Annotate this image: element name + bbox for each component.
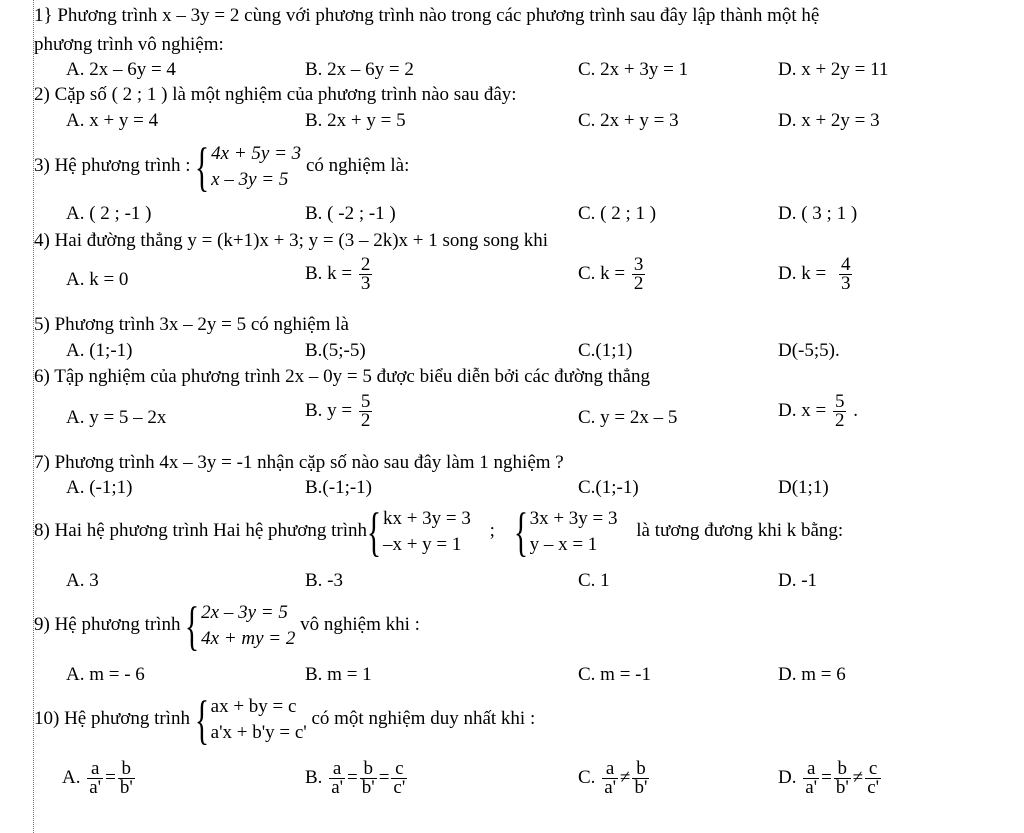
q9-eq1: 2x – 3y = 5 [201, 601, 288, 623]
fraction-num: 5 [360, 391, 371, 412]
q9-system [185, 595, 296, 656]
fraction-den: b' [835, 777, 849, 798]
q10-option-c-label: C. [578, 766, 596, 788]
fraction-num: a [806, 758, 816, 779]
q8-s2-eq2: y – x = 1 [529, 533, 598, 555]
q8-s1-eq1: kx + 3y = 3 [382, 507, 471, 529]
q2-option-b: B. 2x + y = 5 [305, 110, 406, 131]
fraction [359, 256, 373, 293]
q6-option-c: C. y = 2x – 5 [578, 407, 678, 428]
q3-eq2: x – 3y = 5 [211, 168, 289, 190]
q10-system [194, 689, 307, 750]
q1-line2: phương trình vô nghiệm: [34, 34, 224, 55]
q2-line1: 2) Cặp số ( 2 ; 1 ) là một nghiệm của phương trình nào sau đây: [34, 84, 517, 105]
fraction-den: b' [361, 777, 375, 798]
fraction-den: 3 [360, 273, 371, 294]
q5-option-a: A. (1;-1) [66, 340, 133, 361]
q7-line1: 7) Phương trình 4x – 3y = -1 nhận cặp số nào sau đây làm 1 nghiệm ? [34, 452, 564, 473]
q1-option-a: A. 2x – 6y = 4 [66, 59, 176, 80]
q2-option-c: C. 2x + y = 3 [578, 110, 679, 131]
fraction-den: a' [805, 777, 818, 798]
fraction [833, 393, 847, 430]
q10-option-b-label: B. [305, 766, 323, 788]
q10-option-b [305, 760, 409, 797]
q4-option-b-label: B. k = [305, 262, 353, 284]
fraction [632, 256, 646, 293]
fraction-num: a [332, 758, 342, 779]
q8-option-c: C. 1 [578, 570, 610, 591]
fraction-den: c' [393, 777, 406, 798]
q9-option-a: A. m = - 6 [66, 664, 145, 685]
q10-stem [34, 688, 535, 750]
brace-icon: { [185, 595, 200, 656]
fraction-den: a' [331, 777, 344, 798]
q10-suffix: có một nghiệm duy nhất khi : [311, 708, 536, 729]
fraction-num: c [868, 758, 878, 779]
fraction-den: 2 [633, 273, 644, 294]
equals-sign: = [105, 766, 116, 788]
fraction [839, 256, 853, 293]
q3-system [195, 136, 302, 197]
q10-option-c [578, 760, 651, 797]
fraction-num: b [363, 758, 373, 779]
q5-line1: 5) Phương trình 3x – 2y = 5 có nghiệm là [34, 314, 349, 335]
fraction [360, 760, 377, 797]
q9-prefix: 9) Hệ phương trình [34, 614, 181, 635]
q4-option-d-label: D. k = [778, 262, 827, 284]
q4-option-c-label: C. k = [578, 262, 626, 284]
q3-option-d: D. ( 3 ; 1 ) [778, 203, 858, 224]
fraction-num: b [121, 758, 132, 779]
q7-option-a: A. (-1;1) [66, 477, 133, 498]
q3-option-c: C. ( 2 ; 1 ) [578, 203, 657, 224]
q6-line1: 6) Tập nghiệm của phương trình 2x – 0y = 5 được biểu diễn bởi các đường thẳng [34, 366, 650, 387]
q8-prefix: 8) Hai hệ phương trình Hai hệ phương trình [34, 520, 368, 541]
q5-option-c: C.(1;1) [578, 340, 633, 361]
q4-option-b [305, 256, 374, 293]
q8-system-1 [366, 501, 471, 562]
q5-option-d: D(-5;5). [778, 340, 840, 361]
q3-eq1: 4x + 5y = 3 [211, 142, 302, 164]
fraction [632, 760, 649, 797]
q6-option-d-label: D. x = [778, 399, 827, 421]
q10-eq2: a'x + b'y = c' [210, 721, 307, 743]
q4-option-d [778, 256, 854, 293]
fraction [391, 760, 407, 797]
q2-option-d: D. x + 2y = 3 [778, 110, 880, 131]
q8-option-d: D. -1 [778, 570, 818, 591]
fraction [834, 760, 851, 797]
fraction-den: c' [867, 777, 880, 798]
q8-stem [34, 500, 843, 562]
fraction [329, 760, 345, 797]
q6-option-d-tail: . [853, 399, 858, 421]
q10-option-d-label: D. [778, 766, 797, 788]
equals-sign: = [378, 766, 390, 788]
q8-s2-eq1: 3x + 3y = 3 [529, 507, 618, 529]
fraction [865, 760, 881, 797]
fraction-den: b' [634, 777, 648, 798]
not-equal-sign: ≠ [620, 766, 631, 788]
q10-eq1: ax + by = c [210, 695, 297, 717]
q10-prefix: 10) Hệ phương trình [34, 708, 190, 729]
fraction-num: a [90, 758, 100, 779]
q3-stem [34, 136, 409, 196]
brace-icon: { [366, 501, 382, 562]
fraction-num: b [636, 758, 646, 779]
q8-s1-eq2: –x + y = 1 [382, 533, 462, 555]
q6-option-b-label: B. y = [305, 399, 353, 421]
brace-icon: { [513, 501, 528, 562]
q8-suffix: là tương đương khi k bằng: [636, 520, 844, 541]
q9-stem [34, 594, 420, 656]
fraction-den: a' [89, 777, 102, 798]
fraction-den: 2 [360, 410, 371, 431]
q1-line1: 1} Phương trình x – 3y = 2 cùng với phương trình nào trong các phương trình sau đây lập thành một hệ [34, 5, 820, 26]
fraction-den: b' [119, 777, 133, 798]
q9-option-d: D. m = 6 [778, 664, 846, 685]
fraction-num: a [605, 758, 615, 779]
q10-option-d [778, 760, 883, 797]
q6-option-b [305, 393, 374, 430]
q7-option-d: D(1;1) [778, 477, 829, 498]
q9-option-c: C. m = -1 [578, 664, 651, 685]
fraction-num: 2 [360, 254, 371, 275]
fraction [602, 760, 618, 797]
q7-option-c: C.(1;-1) [578, 477, 639, 498]
q8-option-b: B. -3 [305, 570, 343, 591]
q9-suffix: vô nghiệm khi : [300, 614, 420, 635]
equals-sign: = [347, 766, 358, 788]
fraction [359, 393, 373, 430]
q10-option-a [62, 760, 137, 797]
q9-eq2: 4x + my = 2 [201, 627, 296, 649]
brace-icon: { [195, 136, 210, 197]
fraction-num: 3 [633, 254, 644, 275]
q3-prefix: 3) Hệ phương trình : [34, 155, 191, 176]
q3-suffix: có nghiệm là: [305, 155, 410, 176]
fraction-num: 5 [834, 391, 845, 412]
q1-option-b: B. 2x – 6y = 2 [305, 59, 414, 80]
fraction-den: 3 [840, 273, 851, 294]
fraction [118, 760, 135, 797]
q8-system-2 [513, 501, 618, 562]
not-equal-sign: ≠ [852, 766, 864, 788]
q2-option-a: A. x + y = 4 [66, 110, 159, 131]
q1-option-d: D. x + 2y = 11 [778, 59, 889, 80]
fraction-num: c [395, 758, 404, 779]
q5-option-b: B.(5;-5) [305, 340, 366, 361]
brace-icon: { [194, 689, 209, 750]
fraction-den: 2 [834, 410, 845, 431]
q4-option-a: A. k = 0 [66, 269, 129, 290]
q8-separator: ; [489, 520, 495, 541]
fraction-num: b [837, 758, 848, 779]
q10-option-a-label: A. [62, 766, 81, 788]
q6-option-d [778, 393, 858, 430]
q3-option-b: B. ( -2 ; -1 ) [305, 203, 396, 224]
q4-option-c [578, 256, 647, 293]
q6-option-a: A. y = 5 – 2x [66, 407, 167, 428]
q3-option-a: A. ( 2 ; -1 ) [66, 203, 152, 224]
equals-sign: = [821, 766, 832, 788]
q8-option-a: A. 3 [66, 570, 99, 591]
fraction-den: a' [604, 777, 617, 798]
q4-line1: 4) Hai đường thẳng y = (k+1)x + 3; y = (3 – 2k)x + 1 song song khi [34, 230, 549, 251]
q7-option-b: B.(-1;-1) [305, 477, 373, 498]
q9-option-b: B. m = 1 [305, 664, 372, 685]
fraction [87, 760, 103, 797]
q1-option-c: C. 2x + 3y = 1 [578, 59, 689, 80]
fraction [803, 760, 819, 797]
fraction-num: 4 [840, 254, 851, 275]
